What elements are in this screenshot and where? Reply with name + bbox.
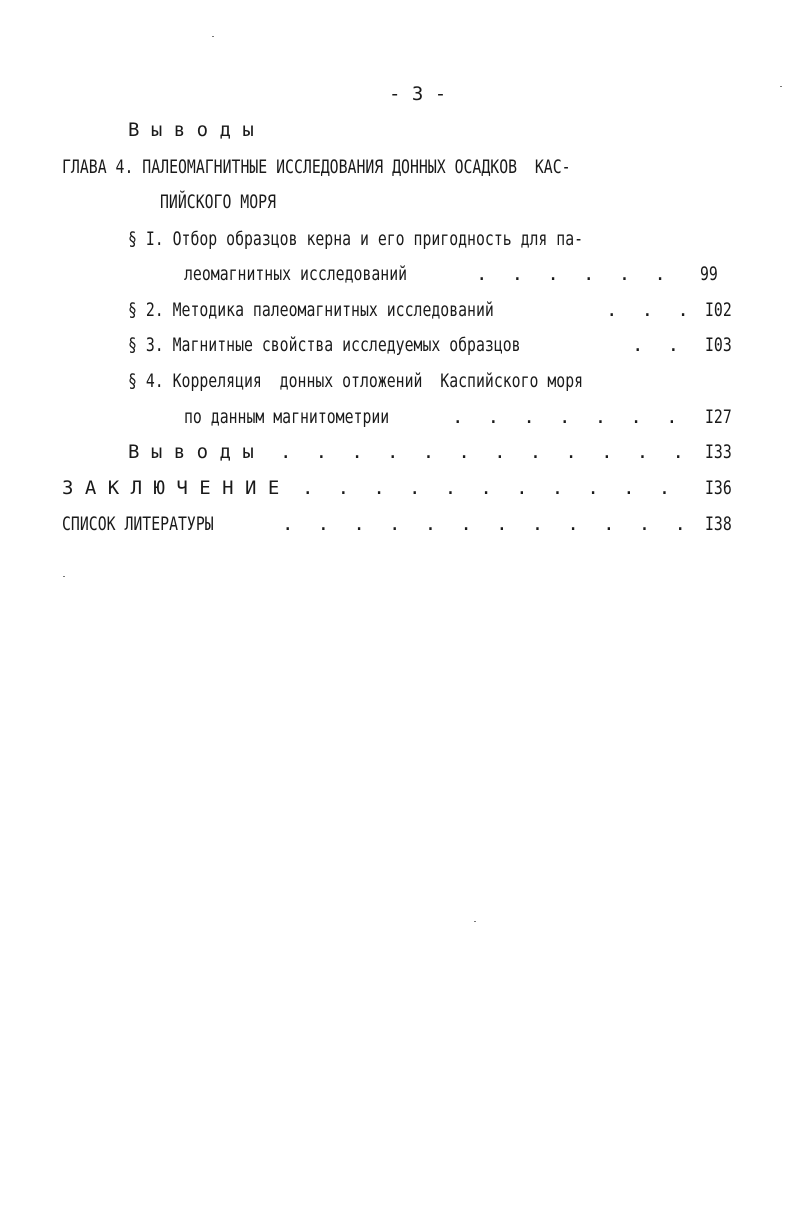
toc-section1-line1: § I. Отбор образцов керна и его пригодность для па- — [128, 228, 584, 250]
scan-speck — [780, 86, 782, 87]
toc-section4-line1: § 4. Корреляция донных отложений Каспийского моря — [128, 370, 584, 392]
toc-references-page: I38 — [705, 513, 732, 535]
toc-chapter4-title-line1: ГЛАВА 4. ПАЛЕОМАГНИТНЫЕ ИССЛЕДОВАНИЯ ДОННЫХ ОСАДКОВ КАС- — [62, 156, 571, 178]
toc-leader-dots — [280, 440, 690, 464]
toc-section3-line1: § 3. Магнитные свойства исследуемых образцов — [128, 334, 521, 356]
toc-leader-dots — [476, 262, 690, 286]
toc-section1-line2: леомагнитных исследований — [184, 263, 408, 285]
toc-leader-dots — [302, 476, 690, 500]
toc-section4-line2: по данным магнитометрии — [184, 406, 390, 428]
toc-leader-dots — [606, 298, 690, 322]
toc-leader-dots — [632, 333, 690, 357]
scan-speck — [212, 36, 214, 37]
toc-section4-page: I27 — [705, 406, 732, 428]
toc-conclusion-page: I36 — [705, 477, 732, 499]
toc-references: СПИСОК ЛИТЕРАТУРЫ — [62, 513, 214, 535]
toc-conclusions-ch3: В ы в о д ы — [128, 119, 254, 141]
toc-conclusions-ch4: В ы в о д ы — [128, 441, 254, 463]
scan-speck — [474, 921, 476, 922]
toc-section1-page: 99 — [700, 263, 718, 285]
toc-section2-page: I02 — [705, 299, 732, 321]
toc-leader-dots — [282, 512, 690, 536]
toc-section3-page: I03 — [705, 334, 732, 356]
toc-leader-dots — [452, 405, 690, 429]
toc-chapter4-title-line2: ПИЙСКОГО МОРЯ — [160, 191, 277, 213]
toc-conclusions-ch4-page: I33 — [705, 441, 732, 463]
toc-section2-line1: § 2. Методика палеомагнитных исследований — [128, 299, 494, 321]
page-number: - 3 - — [389, 83, 447, 105]
toc-conclusion: З А К Л Ю Ч Е Н И Е — [62, 477, 280, 499]
scan-speck — [63, 576, 65, 577]
